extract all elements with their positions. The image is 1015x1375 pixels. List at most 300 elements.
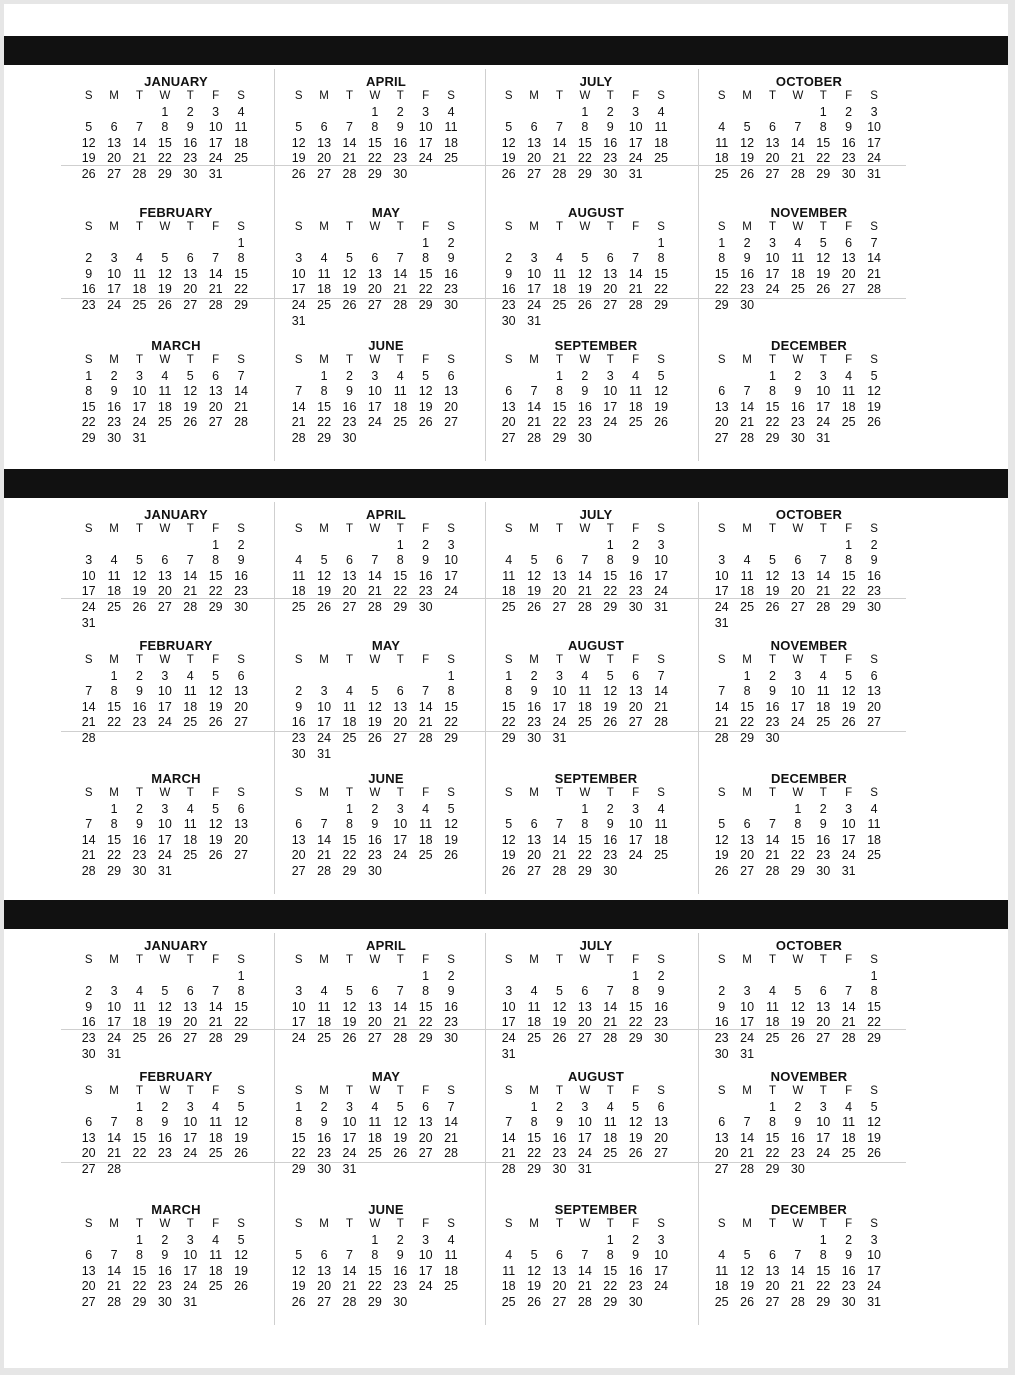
day-cell: 25	[208, 1146, 223, 1161]
day-cell: 25	[790, 282, 805, 297]
day-cell: 6	[743, 817, 751, 832]
day-cell: 1	[371, 104, 379, 119]
day-cell: 4	[819, 668, 827, 683]
day-cell: 21	[208, 1015, 223, 1030]
day-cell: 21	[317, 848, 332, 863]
month-april	[286, 938, 494, 1047]
day-cell: 11	[715, 1263, 729, 1278]
day-cell: 27	[234, 715, 248, 730]
weekday-header	[76, 522, 284, 538]
month-september	[496, 338, 704, 447]
day-cell: 2	[581, 368, 589, 383]
week-row	[286, 105, 494, 121]
day-cell: 11	[765, 999, 779, 1014]
day-cell: 10	[418, 120, 433, 135]
day-cell: 24	[81, 599, 96, 614]
month-april	[286, 74, 494, 183]
weekday-label: F	[212, 787, 220, 799]
day-cell: 11	[715, 135, 729, 150]
week-row	[496, 848, 704, 864]
weekday-label: F	[422, 1218, 430, 1230]
day-cell: 23	[501, 297, 516, 312]
day-cell: 4	[447, 104, 455, 119]
day-cell: 7	[632, 251, 640, 266]
day-cell: 27	[81, 1161, 96, 1176]
day-cell: 31	[208, 166, 223, 181]
month-december	[709, 771, 917, 880]
week-row	[496, 684, 704, 700]
day-cell: 6	[769, 120, 776, 135]
empty-day-cell	[760, 802, 785, 818]
day-cell: 2	[320, 1099, 328, 1114]
weekday-label: S	[504, 221, 513, 233]
day-cell: 13	[765, 135, 780, 150]
day-cell: 3	[845, 801, 853, 816]
weekday-label: M	[529, 90, 539, 102]
day-cell: 6	[606, 251, 614, 266]
week-row	[709, 600, 917, 616]
empty-day-cell	[521, 105, 546, 121]
weekday-label: T	[345, 787, 353, 799]
weekday-label: T	[555, 1218, 563, 1230]
day-cell: 24	[183, 1279, 198, 1294]
empty-day-cell	[521, 538, 546, 554]
week-row	[496, 553, 704, 569]
day-cell: 27	[841, 282, 856, 297]
day-cell: 17	[654, 568, 668, 583]
day-cell: 26	[208, 848, 223, 863]
month-december	[709, 338, 917, 447]
weekday-label: F	[845, 954, 853, 966]
day-cell: 21	[367, 584, 382, 599]
day-cell: 24	[501, 1030, 516, 1045]
day-cell: 31	[552, 730, 567, 745]
weekday-label: S	[237, 523, 245, 535]
day-cell: 15	[107, 699, 122, 714]
weekday-label: T	[606, 1218, 614, 1230]
day-cell: 10	[183, 1248, 198, 1263]
empty-day-cell	[547, 1233, 572, 1249]
weekday-label: F	[845, 1218, 853, 1230]
day-cell: 5	[657, 368, 665, 383]
week-row	[496, 731, 704, 747]
week-row	[286, 314, 494, 330]
day-cell: 9	[530, 684, 538, 699]
empty-day-cell	[413, 669, 438, 685]
day-cell: 31	[107, 1046, 122, 1061]
weekday-label: M	[319, 1085, 329, 1097]
day-cell: 4	[794, 235, 802, 250]
empty-day-cell	[709, 1100, 734, 1116]
month-june	[286, 338, 494, 447]
day-cell: 23	[577, 415, 592, 430]
day-cell: 20	[81, 1146, 96, 1161]
week-row	[76, 1279, 284, 1295]
day-cell: 16	[132, 832, 147, 847]
day-cell: 16	[183, 135, 198, 150]
day-cell: 12	[867, 1115, 881, 1130]
day-cell: 9	[743, 251, 751, 266]
day-cell: 27	[81, 1294, 96, 1309]
day-cell: 6	[237, 801, 245, 816]
day-cell: 4	[346, 684, 353, 699]
weekday-label: W	[369, 954, 381, 966]
day-cell: 29	[107, 863, 122, 878]
weekday-label: T	[555, 654, 563, 666]
day-cell: 30	[234, 599, 248, 614]
day-cell: 5	[237, 1099, 245, 1114]
day-cell: 17	[841, 832, 856, 847]
week-row	[709, 1279, 917, 1295]
day-cell: 9	[161, 1248, 169, 1263]
weekday-label: S	[84, 787, 93, 799]
weekday-label: F	[632, 654, 640, 666]
day-cell: 6	[85, 1115, 93, 1130]
day-cell: 27	[765, 1294, 780, 1309]
day-cell: 3	[320, 684, 328, 699]
day-cell: 17	[603, 399, 618, 414]
weekday-label: S	[657, 1085, 665, 1097]
day-cell: 18	[501, 584, 516, 599]
weekday-label: W	[159, 1218, 171, 1230]
day-cell: 6	[320, 120, 328, 135]
day-cell: 7	[346, 120, 353, 135]
day-cell: 25	[183, 848, 198, 863]
month-title: MARCH	[151, 338, 201, 353]
day-cell: 2	[186, 104, 194, 119]
day-cell: 13	[552, 1263, 567, 1278]
day-cell: 10	[867, 1248, 881, 1263]
day-cell: 21	[714, 715, 729, 730]
weekday-label: S	[657, 787, 665, 799]
day-cell: 21	[527, 415, 542, 430]
day-cell: 21	[603, 1015, 618, 1030]
day-cell: 17	[342, 1130, 357, 1145]
weekday-label: S	[294, 354, 303, 366]
week-row	[286, 298, 494, 314]
day-cell: 17	[816, 1130, 831, 1145]
week-row	[76, 715, 284, 731]
day-cell: 15	[132, 1263, 147, 1278]
week-row	[286, 1115, 494, 1131]
week-row	[496, 136, 704, 152]
day-cell: 25	[501, 1294, 516, 1309]
weekday-label: S	[504, 787, 513, 799]
day-cell: 9	[447, 984, 455, 999]
day-cell: 8	[556, 384, 563, 399]
weekday-label: M	[742, 221, 752, 233]
day-cell: 4	[186, 668, 194, 683]
empty-day-cell	[734, 538, 759, 554]
day-cell: 12	[501, 832, 516, 847]
weekday-label: S	[657, 523, 665, 535]
day-cell: 7	[606, 984, 614, 999]
weekday-label: T	[186, 354, 194, 366]
weekday-label: S	[447, 90, 455, 102]
day-cell: 29	[790, 863, 805, 878]
day-cell: 9	[161, 1115, 169, 1130]
day-cell: 20	[367, 282, 382, 297]
day-cell: 14	[740, 1130, 755, 1145]
weekday-label: T	[606, 1085, 614, 1097]
day-cell: 8	[320, 384, 328, 399]
day-cell: 3	[819, 1099, 827, 1114]
day-cell: 6	[581, 984, 589, 999]
day-cell: 20	[234, 699, 248, 714]
day-cell: 19	[740, 1279, 755, 1294]
day-cell: 23	[603, 848, 618, 863]
weekday-label: S	[870, 523, 878, 535]
day-cell: 30	[393, 1294, 408, 1309]
weekday-label: M	[529, 1218, 539, 1230]
day-cell: 12	[444, 817, 458, 832]
day-cell: 23	[418, 584, 433, 599]
day-cell: 29	[234, 297, 248, 312]
day-cell: 26	[501, 863, 516, 878]
day-cell: 20	[628, 699, 643, 714]
day-cell: 6	[237, 668, 245, 683]
empty-day-cell	[101, 1233, 126, 1249]
weekday-header	[496, 220, 704, 236]
empty-day-cell	[811, 969, 836, 985]
day-cell: 20	[552, 584, 567, 599]
day-cell: 22	[367, 151, 382, 166]
week-row	[709, 1248, 917, 1264]
day-cell: 9	[186, 120, 194, 135]
weekday-label: S	[294, 787, 303, 799]
week-row	[76, 1100, 284, 1116]
day-cell: 22	[740, 715, 755, 730]
weekday-label: F	[422, 1085, 430, 1097]
day-cell: 26	[603, 715, 618, 730]
weekday-label: M	[529, 1085, 539, 1097]
weekday-label: S	[717, 1218, 726, 1230]
weekday-label: W	[159, 954, 171, 966]
weekday-label: M	[742, 654, 752, 666]
day-cell: 26	[740, 166, 755, 181]
day-cell: 6	[85, 1248, 93, 1263]
week-row	[709, 616, 917, 632]
day-cell: 7	[110, 1115, 118, 1130]
day-cell: 24	[654, 584, 668, 599]
weekday-label: T	[606, 354, 614, 366]
day-cell: 20	[367, 1015, 382, 1030]
day-cell: 29	[740, 730, 755, 745]
day-cell: 6	[657, 1099, 665, 1114]
empty-day-cell	[547, 802, 572, 818]
weekday-label: S	[504, 654, 513, 666]
day-cell: 8	[422, 251, 430, 266]
weekday-label: T	[555, 954, 563, 966]
week-row	[496, 1131, 704, 1147]
day-cell: 29	[234, 1030, 248, 1045]
day-cell: 30	[418, 599, 433, 614]
day-cell: 19	[654, 399, 668, 414]
day-cell: 21	[654, 699, 668, 714]
day-cell: 4	[505, 553, 513, 568]
weekday-label: S	[84, 354, 93, 366]
week-row	[496, 431, 704, 447]
day-cell: 21	[790, 1279, 805, 1294]
day-cell: 12	[81, 135, 96, 150]
day-cell: 18	[342, 715, 357, 730]
day-cell: 21	[841, 1015, 856, 1030]
month-title: OCTOBER	[775, 507, 843, 522]
day-cell: 13	[552, 568, 567, 583]
day-cell: 11	[444, 120, 458, 135]
weekday-header	[496, 653, 704, 669]
week-row	[709, 1295, 917, 1311]
day-cell: 19	[552, 1015, 567, 1030]
day-cell: 26	[367, 730, 382, 745]
day-cell: 16	[603, 832, 618, 847]
day-cell: 19	[501, 151, 516, 166]
day-cell: 5	[237, 1232, 245, 1247]
day-cell: 15	[527, 1130, 542, 1145]
day-cell: 12	[418, 384, 433, 399]
day-cell: 4	[657, 801, 665, 816]
day-cell: 10	[740, 999, 755, 1014]
empty-day-cell	[598, 236, 623, 252]
week-row	[709, 731, 917, 747]
day-cell: 20	[714, 415, 729, 430]
day-cell: 26	[234, 1146, 248, 1161]
week-row	[709, 1047, 917, 1063]
day-cell: 30	[841, 1294, 856, 1309]
day-cell: 7	[581, 1248, 589, 1263]
day-cell: 30	[317, 1161, 332, 1176]
empty-day-cell	[709, 105, 734, 121]
day-cell: 25	[367, 1146, 382, 1161]
day-cell: 15	[628, 999, 643, 1014]
day-cell: 12	[208, 817, 223, 832]
day-cell: 22	[816, 151, 831, 166]
day-cell: 13	[740, 832, 755, 847]
week-row	[496, 584, 704, 600]
day-cell: 27	[501, 430, 516, 445]
day-cell: 31	[81, 615, 96, 630]
day-cell: 14	[790, 1263, 805, 1278]
empty-day-cell	[572, 538, 597, 554]
day-cell: 17	[790, 699, 805, 714]
day-cell: 20	[577, 1015, 592, 1030]
day-cell: 17	[577, 1130, 592, 1145]
day-cell: 2	[237, 537, 245, 552]
weekday-header	[76, 89, 284, 105]
day-cell: 10	[628, 817, 643, 832]
day-cell: 7	[212, 251, 220, 266]
weekday-label: S	[447, 787, 455, 799]
day-cell: 4	[743, 553, 751, 568]
day-cell: 14	[790, 135, 805, 150]
day-cell: 19	[714, 848, 729, 863]
day-cell: 16	[628, 1263, 643, 1278]
day-cell: 27	[527, 863, 542, 878]
week-row	[286, 600, 494, 616]
weekday-label: F	[422, 654, 430, 666]
day-cell: 25	[132, 1030, 147, 1045]
weekday-label: T	[396, 221, 404, 233]
day-cell: 20	[291, 848, 306, 863]
day-cell: 4	[320, 984, 328, 999]
day-cell: 6	[346, 553, 353, 568]
empty-day-cell	[311, 1233, 336, 1249]
day-cell: 14	[841, 999, 856, 1014]
day-cell: 25	[418, 848, 433, 863]
day-cell: 1	[447, 668, 455, 683]
weekday-label: S	[717, 90, 726, 102]
day-cell: 10	[654, 553, 668, 568]
weekday-label: M	[319, 523, 329, 535]
day-cell: 12	[234, 1115, 248, 1130]
day-cell: 3	[295, 251, 303, 266]
day-cell: 23	[841, 1279, 856, 1294]
weekday-label: F	[212, 523, 220, 535]
day-cell: 22	[157, 151, 172, 166]
week-row	[709, 1015, 917, 1031]
weekday-header	[496, 353, 704, 369]
empty-day-cell	[598, 969, 623, 985]
day-cell: 27	[765, 166, 780, 181]
week-row	[709, 298, 917, 314]
weekday-label: S	[84, 954, 93, 966]
day-cell: 27	[867, 715, 881, 730]
day-cell: 13	[208, 384, 223, 399]
day-cell: 27	[367, 1030, 382, 1045]
day-cell: 14	[342, 1263, 357, 1278]
day-cell: 13	[342, 568, 357, 583]
day-cell: 19	[527, 584, 542, 599]
week-row	[76, 669, 284, 685]
empty-day-cell	[388, 236, 413, 252]
weekday-label: W	[159, 221, 171, 233]
day-cell: 12	[157, 999, 172, 1014]
day-cell: 29	[367, 166, 382, 181]
day-cell: 8	[819, 1248, 827, 1263]
empty-day-cell	[152, 538, 177, 554]
day-cell: 24	[208, 151, 223, 166]
day-cell: 29	[367, 1294, 382, 1309]
day-cell: 8	[295, 1115, 303, 1130]
day-cell: 6	[447, 368, 455, 383]
empty-day-cell	[127, 969, 152, 985]
day-cell: 28	[816, 599, 831, 614]
week-row	[76, 616, 284, 632]
weekday-label: M	[109, 221, 119, 233]
day-cell: 18	[714, 1279, 729, 1294]
day-cell: 29	[714, 297, 729, 312]
day-cell: 16	[81, 282, 96, 297]
weekday-label: S	[504, 1085, 513, 1097]
week-row	[76, 731, 284, 747]
day-cell: 17	[714, 584, 729, 599]
weekday-label: W	[792, 523, 804, 535]
weekday-label: F	[422, 523, 430, 535]
day-cell: 28	[841, 1030, 856, 1045]
day-cell: 4	[237, 104, 245, 119]
day-cell: 8	[581, 120, 589, 135]
day-cell: 7	[237, 368, 245, 383]
weekday-label: W	[369, 523, 381, 535]
weekday-label: T	[186, 1085, 194, 1097]
day-cell: 13	[291, 832, 306, 847]
day-cell: 7	[371, 553, 379, 568]
day-cell: 27	[714, 1161, 729, 1176]
day-cell: 19	[816, 266, 831, 281]
day-cell: 22	[393, 584, 408, 599]
day-cell: 2	[845, 104, 853, 119]
day-cell: 10	[317, 699, 332, 714]
